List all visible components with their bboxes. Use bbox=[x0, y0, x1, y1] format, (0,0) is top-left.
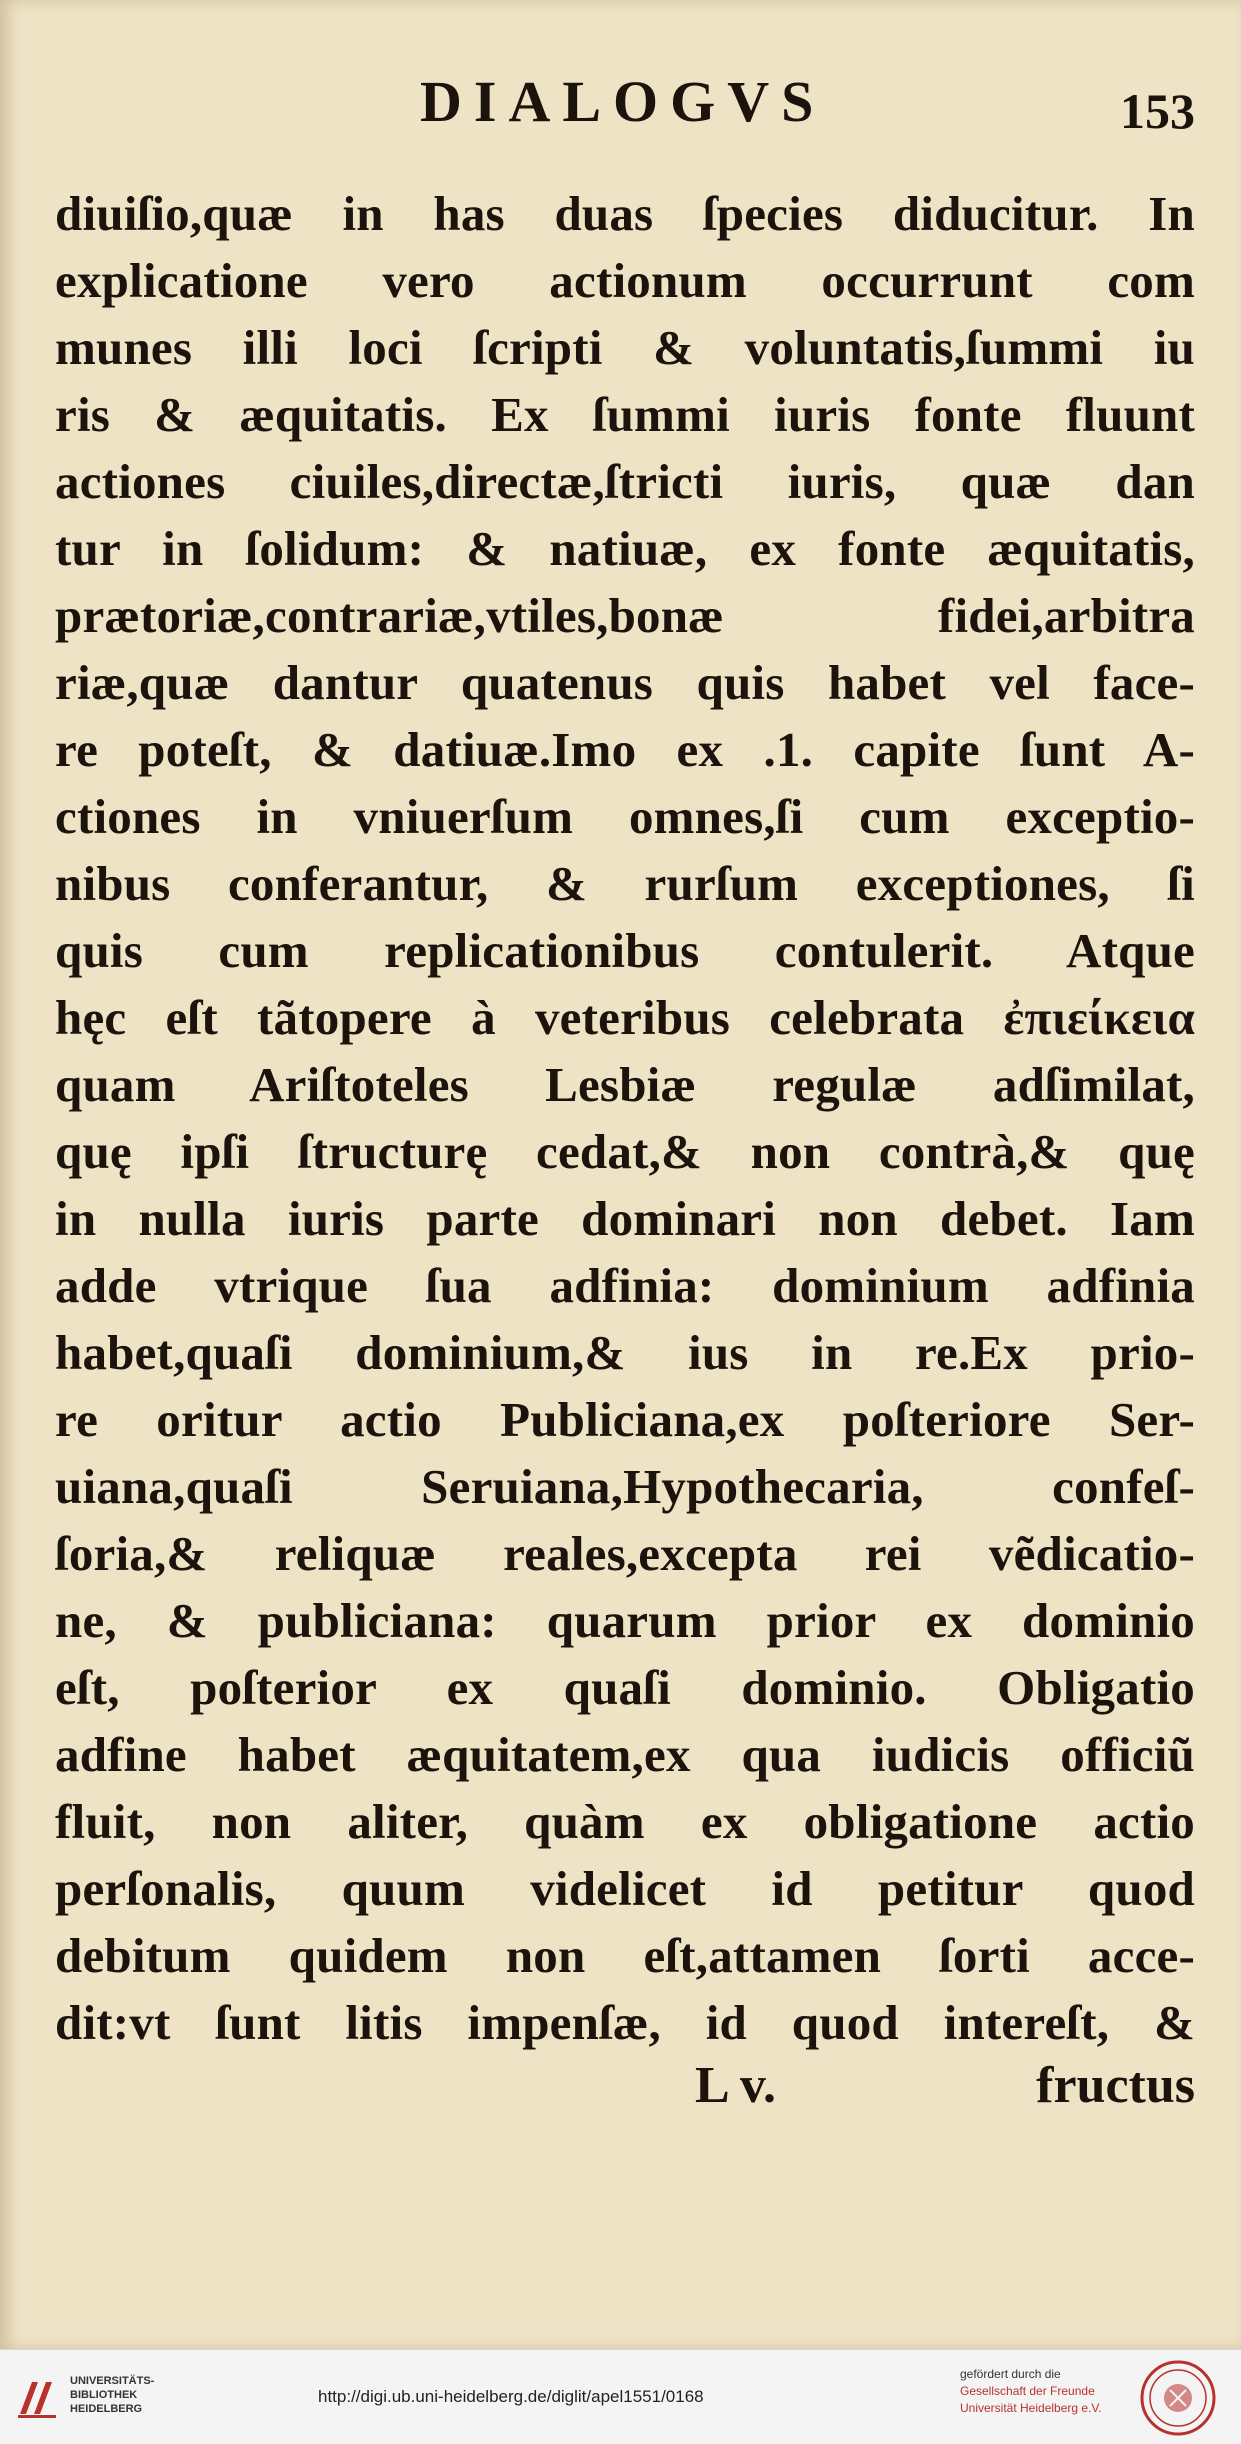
running-title: DIALOGVS bbox=[420, 69, 826, 134]
body-text bbox=[55, 180, 1195, 2056]
text-line: dit:vt ſunt litis impenſæ, id quod intereſt, & bbox=[55, 1995, 1195, 2050]
library-name-line3: HEIDELBERG bbox=[70, 2403, 143, 2415]
text-line: adde vtrique ſua adfinia: dominium adfinia bbox=[55, 1258, 1195, 1313]
text-line: prætoriæ,contrariæ,vtiles,bonæ fidei,arbitra bbox=[55, 588, 1195, 643]
text-line: explicatione vero actionum occurrunt com bbox=[55, 253, 1195, 308]
text-line: quę ipſi ſtructurę cedat,& non contrà,& quę bbox=[55, 1124, 1195, 1179]
text-line: debitum quidem non eſt,attamen ſorti acce- bbox=[55, 1928, 1195, 1983]
text-line: nibus conferantur, & rurſum exceptiones, ſi bbox=[55, 856, 1195, 911]
text-line: ris & æquitatis. Ex ſummi iuris fonte fluunt bbox=[55, 387, 1195, 442]
text-line: ne, & publiciana: quarum prior ex dominio bbox=[55, 1593, 1195, 1648]
text-line: munes illi loci ſcripti & voluntatis,ſummi iu bbox=[55, 320, 1195, 375]
permalink-url[interactable]: http://digi.ub.uni-heidelberg.de/diglit/apel1551/0168 bbox=[318, 2387, 704, 2406]
library-name-line2: BIBLIOTHEK bbox=[70, 2389, 138, 2401]
text-line: eſt, poſterior ex quaſi dominio. Obligatio bbox=[55, 1660, 1195, 1715]
text-line: quam Ariſtoteles Lesbiæ regulæ adſimilat, bbox=[55, 1057, 1195, 1112]
university-library-logo-icon[interactable] bbox=[12, 2372, 62, 2422]
text-line: quis cum replicationibus contulerit. Atque bbox=[55, 923, 1195, 978]
text-line: in nulla iuris parte dominari non debet. Iam bbox=[55, 1191, 1195, 1246]
society-name-line2[interactable]: Universität Heidelberg e.V. bbox=[960, 2401, 1102, 2415]
signature-mark: L v. bbox=[695, 2057, 776, 2114]
funded-by-text: gefördert durch die bbox=[960, 2367, 1061, 2381]
text-line: re oritur actio Publiciana,ex poſteriore Ser- bbox=[55, 1392, 1195, 1447]
text-line: ſoria,& reliquæ reales,excepta rei vẽdicatio- bbox=[55, 1526, 1195, 1581]
page-number: 153 bbox=[1120, 83, 1195, 139]
book-page bbox=[55, 60, 1195, 2126]
text-line: re poteſt, & datiuæ.Imo ex .1. capite ſunt A- bbox=[55, 722, 1195, 777]
text-line: habet,quaſi dominium,& ius in re.Ex prio- bbox=[55, 1325, 1195, 1380]
funding-note bbox=[960, 2366, 1140, 2417]
university-seal-icon bbox=[1140, 2360, 1216, 2436]
text-line: perſonalis, quum videlicet id petitur quod bbox=[55, 1861, 1195, 1916]
text-line: riæ,quæ dantur quatenus quis habet vel face- bbox=[55, 655, 1195, 710]
text-line: diuiſio,quæ in has duas ſpecies diducitur. In bbox=[55, 186, 1195, 241]
text-line: actiones ciuiles,directæ,ſtricti iuris, quæ dan bbox=[55, 454, 1195, 509]
text-line: tur in ſolidum: & natiuæ, ex fonte æquitatis, bbox=[55, 521, 1195, 576]
text-line: hęc eſt tãtopere à veteribus celebrata ἐπιείκεια bbox=[55, 990, 1195, 1045]
viewer-footer bbox=[0, 2349, 1241, 2444]
text-line: fluit, non aliter, quàm ex obligatione actio bbox=[55, 1794, 1195, 1849]
text-line: adfine habet æquitatem,ex qua iudicis officiũ bbox=[55, 1727, 1195, 1782]
text-line: ctiones in vniuerſum omnes,ſi cum exceptio- bbox=[55, 789, 1195, 844]
library-name-line1: UNIVERSITÄTS- bbox=[70, 2375, 155, 2387]
library-name[interactable] bbox=[70, 2374, 154, 2416]
page-footer-line bbox=[55, 2056, 1195, 2126]
catchword: fructus bbox=[1036, 2057, 1195, 2114]
society-name-line1[interactable]: Gesellschaft der Freunde bbox=[960, 2384, 1095, 2398]
text-line: uiana,quaſi Seruiana,Hypothecaria, confeſ- bbox=[55, 1459, 1195, 1514]
page-header bbox=[55, 60, 1195, 180]
